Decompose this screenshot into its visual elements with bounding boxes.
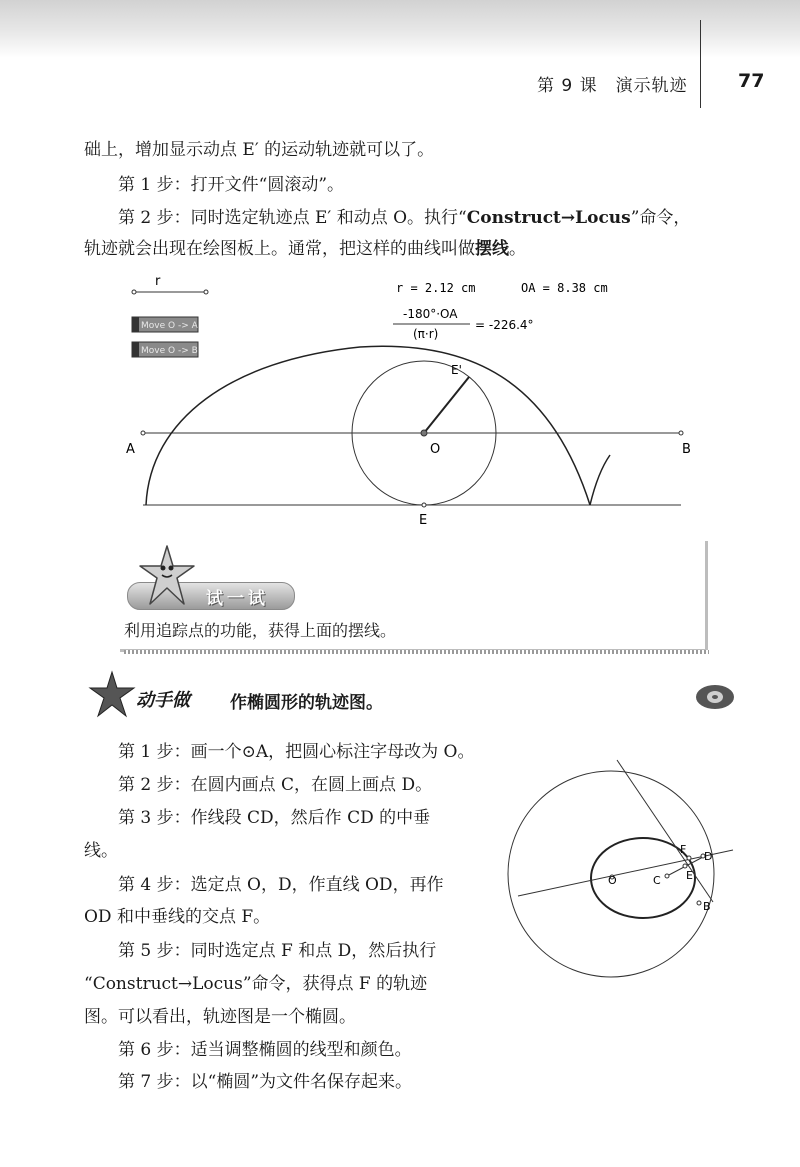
move-o-to-b-label: Move O -> B [141,346,198,356]
step2-command: Construct→Locus [466,208,631,228]
label-b2: B [703,900,711,913]
formula-numerator: -180°·OA [403,307,458,321]
step2-text-b: ”命令， [630,208,691,228]
activity-label: 动手做 [136,690,190,711]
intro-line-1: 础上，增加显示动点 E′ 的运动轨迹就可以了。 [84,140,435,160]
point-e2 [683,864,687,868]
activity-step-1: 第 1 步：画一个⊙A，把圆心标注字母改为 O。 [118,742,475,762]
label-b: B [682,442,691,457]
page-number: 77 [738,70,765,92]
point-b2 [697,901,701,905]
label-o: O [430,442,441,457]
r-label: r [155,274,161,289]
label-a: A [126,442,135,457]
header-title: 第 9 课 演示轨迹 [537,76,688,96]
activity-step-7: 第 7 步：以“椭圆”为文件名保存起来。 [118,1072,413,1092]
activity-step-5: 第 5 步：同时选定点 F 和点 D，然后执行 [118,941,437,961]
intro-step-1: 第 1 步：打开文件“圆滚动”。 [118,175,345,195]
activity-step-2: 第 2 步：在圆内画点 C，在圆上画点 D。 [118,775,433,795]
tip-text: 利用追踪点的功能，获得上面的摆线。 [124,621,397,640]
formula-denominator: (π·r) [413,327,439,341]
formula-result: = -226.4° [475,318,534,332]
r-measurement: r = 2.12 cm [396,281,476,295]
activity-step-3: 第 3 步：作线段 CD，然后作 CD 的中垂 [118,808,431,828]
label-e: E [419,513,428,528]
step2-text-end: 。 [509,239,526,259]
step2-text-c: 轨迹就会出现在绘图板上。通常，把这样的曲线叫做 [84,239,475,259]
activity-step-5-cont: “Construct→Locus”命令，获得点 F 的轨迹 [84,974,428,994]
point-f [687,856,691,860]
activity-step-3-cont: 线。 [84,841,118,861]
activity-title: 作椭圆形的轨迹图。 [230,693,383,713]
oa-measurement: OA = 8.38 cm [521,281,608,295]
step2-text-a: 第 2 步：同时选定轨迹点 E′ 和动点 O。执行“ [118,208,467,228]
label-f: F [680,843,687,856]
label-o2: O [608,874,617,887]
activity-step-4: 第 4 步：选定点 O，D，作直线 OD，再作 [118,875,444,895]
activity-step-6: 第 6 步：适当调整椭圆的线型和颜色。 [118,1040,412,1060]
label-d: D [704,850,713,863]
label-e-prime: E' [451,363,462,377]
perpendicular-bisector [617,760,713,902]
label-c: C [653,874,661,887]
activity-step-4-cont: OD 和中垂线的交点 F。 [84,907,271,927]
label-e2: E [686,869,693,882]
activity-step-5-cont2: 图。可以看出，轨迹图是一个椭圆。 [84,1007,356,1027]
tip-badge-label: 试一试 [206,589,269,609]
move-o-to-a-label: Move O -> A [141,321,198,331]
step2-term: 摆线 [475,239,509,259]
point-c [665,874,669,878]
